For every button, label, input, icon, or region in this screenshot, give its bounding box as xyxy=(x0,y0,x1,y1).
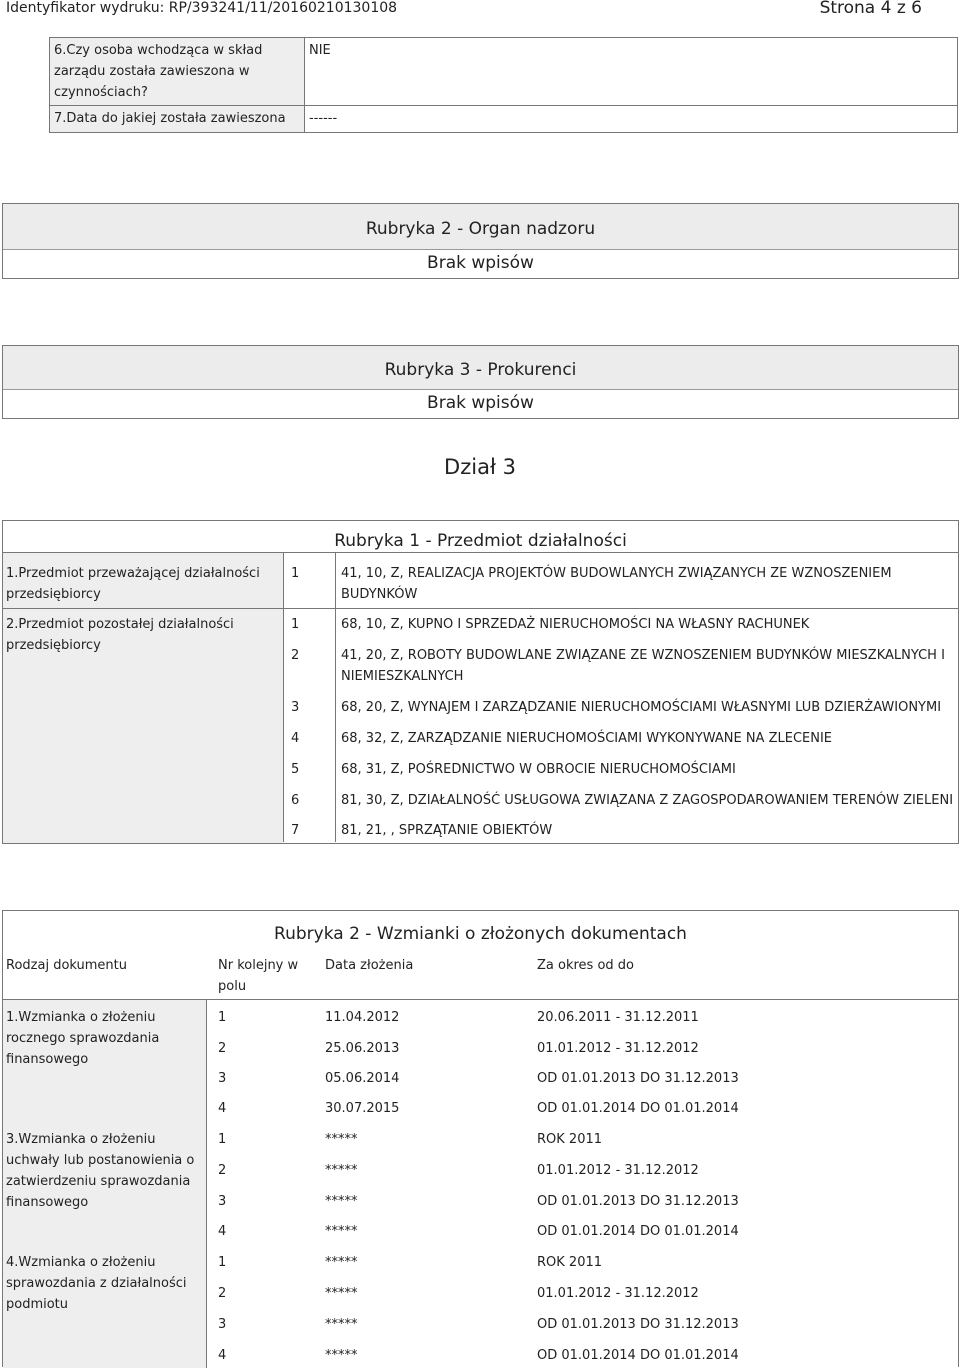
row-label: 7.Data do jakiej została zawieszona xyxy=(50,106,305,133)
doc-date: ***** xyxy=(325,1255,358,1270)
doc-period: OD 01.01.2013 DO 31.12.2013 xyxy=(537,1194,739,1209)
doc-date: 30.07.2015 xyxy=(325,1101,400,1116)
doc-period: 01.01.2012 - 31.12.2012 xyxy=(537,1286,699,1301)
header-date: Data złożenia xyxy=(325,958,414,973)
doc-type-label: 3.Wzmianka o złożeniu uchwały lub postanowienia o zatwierdzeniu sprawozdania finansowego xyxy=(6,1132,195,1210)
doc-period: 01.01.2012 - 31.12.2012 xyxy=(537,1041,699,1056)
other-activity-nr: 4 xyxy=(291,731,300,746)
doc-nr: 2 xyxy=(218,1163,227,1178)
doc-period: OD 01.01.2014 DO 01.01.2014 xyxy=(537,1224,739,1239)
print-identifier: Identyfikator wydruku: RP/393241/11/20160210130108 xyxy=(6,0,398,16)
doc-period: ROK 2011 xyxy=(537,1132,603,1147)
doc-period: OD 01.01.2013 DO 31.12.2013 xyxy=(537,1071,739,1086)
wzmianki-title: Rubryka 2 - Wzmianki o złożonych dokumentach xyxy=(274,924,687,944)
doc-period: 20.06.2011 - 31.12.2011 xyxy=(537,1010,699,1025)
doc-period: 01.01.2012 - 31.12.2012 xyxy=(537,1163,699,1178)
table-row xyxy=(50,38,958,106)
main-activity-text: 41, 10, Z, REALIZACJA PROJEKTÓW BUDOWLANYCH ZWIĄZANYCH ZE WZNOSZENIEM BUDYNKÓW xyxy=(341,566,892,602)
doc-date: ***** xyxy=(325,1317,358,1332)
doc-nr: 3 xyxy=(218,1317,227,1332)
other-activity-nr: 6 xyxy=(291,793,300,808)
doc-nr: 4 xyxy=(218,1101,227,1116)
other-activity-text: 68, 32, Z, ZARZĄDZANIE NIERUCHOMOŚCIAMI WYKONYWANE NA ZLECENIE xyxy=(341,731,833,746)
dzial-title: Dział 3 xyxy=(444,455,516,479)
other-activity-label: 2.Przedmiot pozostałej działalności przedsiębiorcy xyxy=(6,617,234,653)
row-value: ------ xyxy=(305,106,958,133)
doc-period: OD 01.01.2014 DO 01.01.2014 xyxy=(537,1101,739,1116)
other-activity-text: 81, 21, , SPRZĄTANIE OBIEKTÓW xyxy=(341,823,553,838)
other-activity-text: 68, 31, Z, POŚREDNICTWO W OBROCIE NIERUCHOMOŚCIAMI xyxy=(341,762,736,777)
prokurenci-title: Rubryka 3 - Prokurenci xyxy=(3,346,958,390)
przedmiot-title: Rubryka 1 - Przedmiot działalności xyxy=(3,521,958,553)
suspension-table xyxy=(49,37,958,133)
doc-type-label: 4.Wzmianka o złożeniu sprawozdania z działalności podmiotu xyxy=(6,1255,187,1312)
other-activity-nr: 7 xyxy=(291,823,300,838)
organ-nadzoru-section xyxy=(2,203,959,279)
other-activity-nr: 3 xyxy=(291,700,300,715)
organ-nadzoru-title: Rubryka 2 - Organ nadzoru xyxy=(3,204,958,250)
doc-date: ***** xyxy=(325,1224,358,1239)
other-activity-text: 68, 20, Z, WYNAJEM I ZARZĄDZANIE NIERUCHOMOŚCIAMI WŁASNYMI LUB DZIERŻAWIONYMI xyxy=(341,700,942,715)
row-label: 6.Czy osoba wchodząca w skład zarządu została zawieszona w czynnościach? xyxy=(50,38,305,106)
doc-type-label: 1.Wzmianka o złożeniu rocznego sprawozdania finansowego xyxy=(6,1010,160,1067)
other-activity-text: 41, 20, Z, ROBOTY BUDOWLANE ZWIĄZANE ZE WZNOSZENIEM BUDYNKÓW MIESZKALNYCH I NIEMIESZKALNYCH xyxy=(341,648,945,684)
main-activity-label: 1.Przedmiot przeważającej działalności przedsiębiorcy xyxy=(6,566,260,602)
doc-date: ***** xyxy=(325,1286,358,1301)
page-number: Strona 4 z 6 xyxy=(819,0,922,18)
organ-nadzoru-value: Brak wpisów xyxy=(427,253,534,273)
doc-period: ROK 2011 xyxy=(537,1255,603,1270)
doc-nr: 2 xyxy=(218,1286,227,1301)
doc-nr: 3 xyxy=(218,1194,227,1209)
other-activity-text: 68, 10, Z, KUPNO I SPRZEDAŻ NIERUCHOMOŚCI NA WŁASNY RACHUNEK xyxy=(341,617,810,632)
doc-date: ***** xyxy=(325,1194,358,1209)
header-doc-type: Rodzaj dokumentu xyxy=(6,958,127,973)
main-activity-nr: 1 xyxy=(291,566,300,581)
doc-date: ***** xyxy=(325,1163,358,1178)
table-row xyxy=(50,106,958,133)
doc-period: OD 01.01.2013 DO 31.12.2013 xyxy=(537,1317,739,1332)
doc-nr: 2 xyxy=(218,1041,227,1056)
doc-nr: 1 xyxy=(218,1010,227,1025)
doc-nr: 1 xyxy=(218,1255,227,1270)
other-activity-nr: 1 xyxy=(291,617,300,632)
doc-nr: 3 xyxy=(218,1071,227,1086)
header-period: Za okres od do xyxy=(537,958,634,973)
doc-period: OD 01.01.2014 DO 01.01.2014 xyxy=(537,1348,739,1363)
row-value: NIE xyxy=(305,38,958,106)
doc-date: ***** xyxy=(325,1132,358,1147)
other-activity-nr: 2 xyxy=(291,648,300,663)
header-nr: Nr kolejny w polu xyxy=(218,958,299,994)
doc-date: 25.06.2013 xyxy=(325,1041,400,1056)
doc-date: 11.04.2012 xyxy=(325,1010,400,1025)
prokurenci-section xyxy=(2,345,959,419)
doc-date: 05.06.2014 xyxy=(325,1071,400,1086)
doc-nr: 1 xyxy=(218,1132,227,1147)
other-activity-text: 81, 30, Z, DZIAŁALNOŚĆ USŁUGOWA ZWIĄZANA Z ZAGOSPODAROWANIEM TERENÓW ZIELENI xyxy=(341,793,954,808)
prokurenci-value: Brak wpisów xyxy=(427,393,534,413)
doc-nr: 4 xyxy=(218,1348,227,1363)
other-activity-nr: 5 xyxy=(291,762,300,777)
doc-nr: 4 xyxy=(218,1224,227,1239)
doc-date: ***** xyxy=(325,1348,358,1363)
